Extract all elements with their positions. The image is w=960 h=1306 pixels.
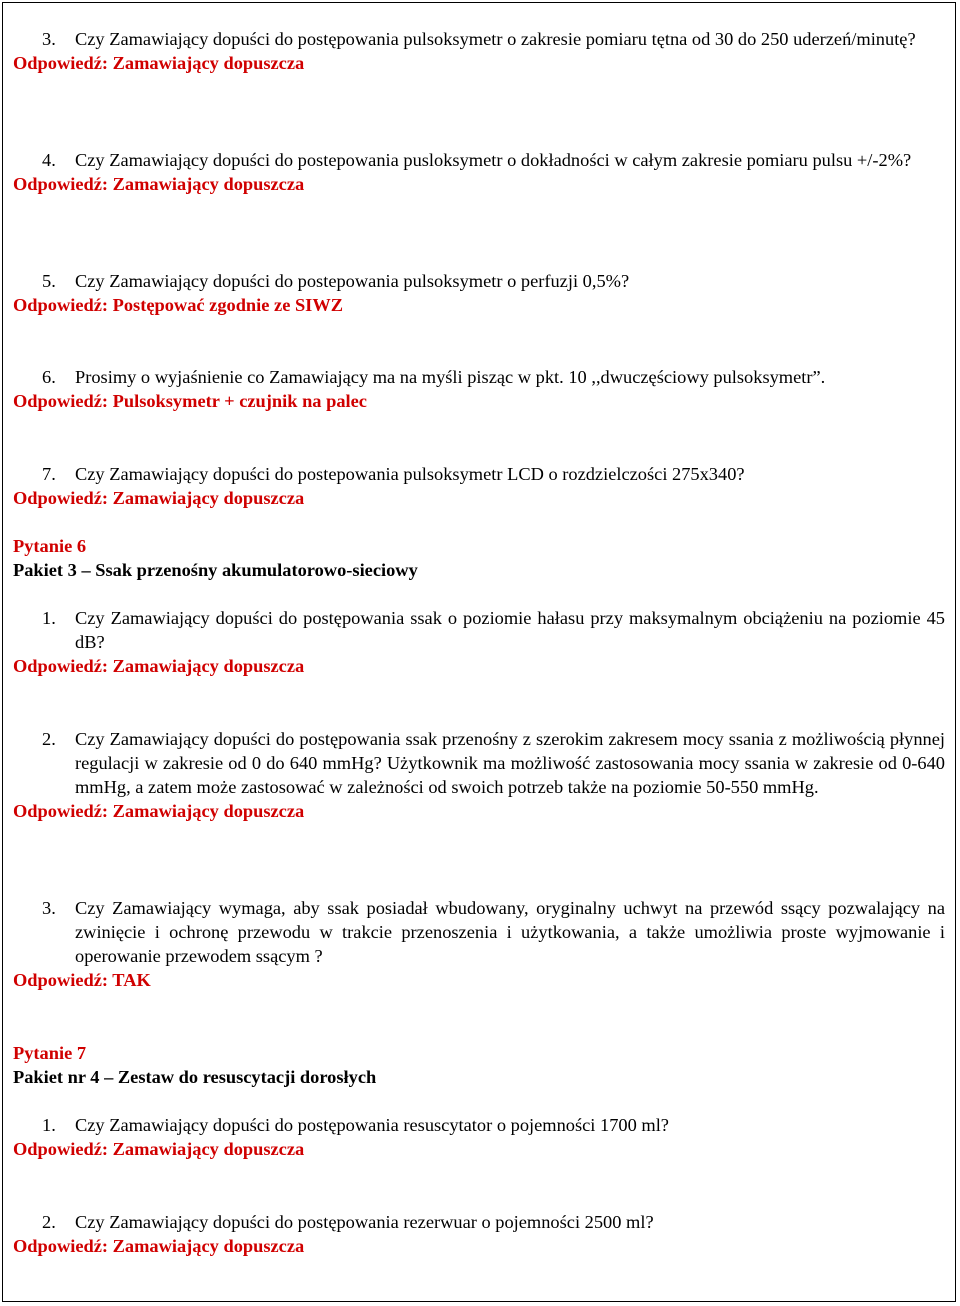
question-block bbox=[3, 727, 955, 823]
question bbox=[3, 462, 955, 486]
question-number: 4. bbox=[42, 150, 56, 170]
question-text: Czy Zamawiający dopuści do postępowania pulsoksymetr o zakresie pomiaru tętna od 30 do 250 uderzeń/minutę? bbox=[75, 29, 916, 49]
answer: Odpowiedź: Zamawiający dopuszcza bbox=[13, 174, 305, 194]
question-number: 2. bbox=[42, 1212, 56, 1232]
question-text: Czy Zamawiający dopuści do postepowania pulsoksymetr LCD o rozdzielczości 275x340? bbox=[75, 464, 745, 484]
question bbox=[3, 365, 955, 389]
answer: Odpowiedź: Zamawiający dopuszcza bbox=[13, 656, 305, 676]
question-block bbox=[3, 365, 955, 413]
question-text: Czy Zamawiający dopuści do postepowania pulsoksymetr o perfuzji 0,5%? bbox=[75, 271, 630, 291]
question-block bbox=[3, 27, 955, 75]
question-number: 3. bbox=[42, 29, 56, 49]
question-text: Czy Zamawiający dopuści do postępowania resuscytator o pojemności 1700 ml? bbox=[75, 1115, 669, 1135]
question-text: Czy Zamawiający dopuści do postepowania pusloksymetr o dokładności w całym zakresie pomiaru pulsu +/-2%? bbox=[75, 150, 912, 170]
question-text: Czy Zamawiający wymaga, aby ssak posiadał wbudowany, oryginalny uchwyt na przewód ssący pozwalający na zwinięcie i ochronę przewodu w trakcie przenoszenia i użytkowania, a także umożliwia proste wyjmowanie i operowanie przewodem ssącym ? bbox=[75, 898, 945, 966]
question bbox=[3, 1210, 955, 1234]
question bbox=[3, 727, 955, 799]
question-number: 1. bbox=[42, 608, 56, 628]
answer: Odpowiedź: Zamawiający dopuszcza bbox=[13, 1139, 305, 1159]
question bbox=[3, 269, 955, 293]
question-number: 3. bbox=[42, 898, 56, 918]
section-title: Pytanie 6 bbox=[13, 536, 87, 556]
question-block bbox=[3, 896, 955, 992]
question-block bbox=[3, 606, 955, 678]
question bbox=[3, 896, 955, 968]
package-title: Pakiet 3 – Ssak przenośny akumulatorowo-sieciowy bbox=[13, 560, 418, 580]
section-heading bbox=[3, 534, 955, 582]
document-page bbox=[2, 2, 956, 1302]
question-block bbox=[3, 1210, 955, 1258]
package-title: Pakiet nr 4 – Zestaw do resuscytacji dorosłych bbox=[13, 1067, 377, 1087]
question-text: Czy Zamawiający dopuści do postępowania ssak o poziomie hałasu przy maksymalnym obciążeniu na poziomie 45 dB? bbox=[75, 608, 945, 652]
answer: Odpowiedź: Zamawiający dopuszcza bbox=[13, 1236, 305, 1256]
question-number: 2. bbox=[42, 729, 56, 749]
answer: Odpowiedź: Zamawiający dopuszcza bbox=[13, 53, 305, 73]
question-text: Czy Zamawiający dopuści do postępowania rezerwuar o pojemności 2500 ml? bbox=[75, 1212, 654, 1232]
section-title: Pytanie 7 bbox=[13, 1043, 87, 1063]
answer: Odpowiedź: Zamawiający dopuszcza bbox=[13, 488, 305, 508]
question-text: Czy Zamawiający dopuści do postępowania ssak przenośny z szerokim zakresem mocy ssania z możliwością płynnej regulacji w zakresie od 0 do 640 mmHg? Użytkownik ma możliwość zastosowania mocy ssania w zakresie od 0-640 mmHg, a zatem może zastosować w zależności od swoich potrzeb także na poziomie 50-550 mmHg. bbox=[75, 729, 945, 797]
answer: Odpowiedź: Pulsoksymetr + czujnik na palec bbox=[13, 391, 367, 411]
question-number: 7. bbox=[42, 464, 56, 484]
question-block bbox=[3, 462, 955, 510]
section-heading bbox=[3, 1041, 955, 1089]
question-text: Prosimy o wyjaśnienie co Zamawiający ma na myśli pisząc w pkt. 10 ,,dwuczęściowy pulsoksymetr”. bbox=[75, 367, 826, 387]
answer: Odpowiedź: TAK bbox=[13, 970, 151, 990]
question-number: 5. bbox=[42, 271, 56, 291]
question-number: 6. bbox=[42, 367, 56, 387]
question-number: 1. bbox=[42, 1115, 56, 1135]
question-block bbox=[3, 269, 955, 317]
question bbox=[3, 1113, 955, 1137]
question-block bbox=[3, 1113, 955, 1161]
question-block bbox=[3, 148, 955, 196]
answer: Odpowiedź: Postępować zgodnie ze SIWZ bbox=[13, 295, 343, 315]
question bbox=[3, 148, 955, 172]
question bbox=[3, 27, 955, 51]
question bbox=[3, 606, 955, 654]
answer: Odpowiedź: Zamawiający dopuszcza bbox=[13, 801, 305, 821]
